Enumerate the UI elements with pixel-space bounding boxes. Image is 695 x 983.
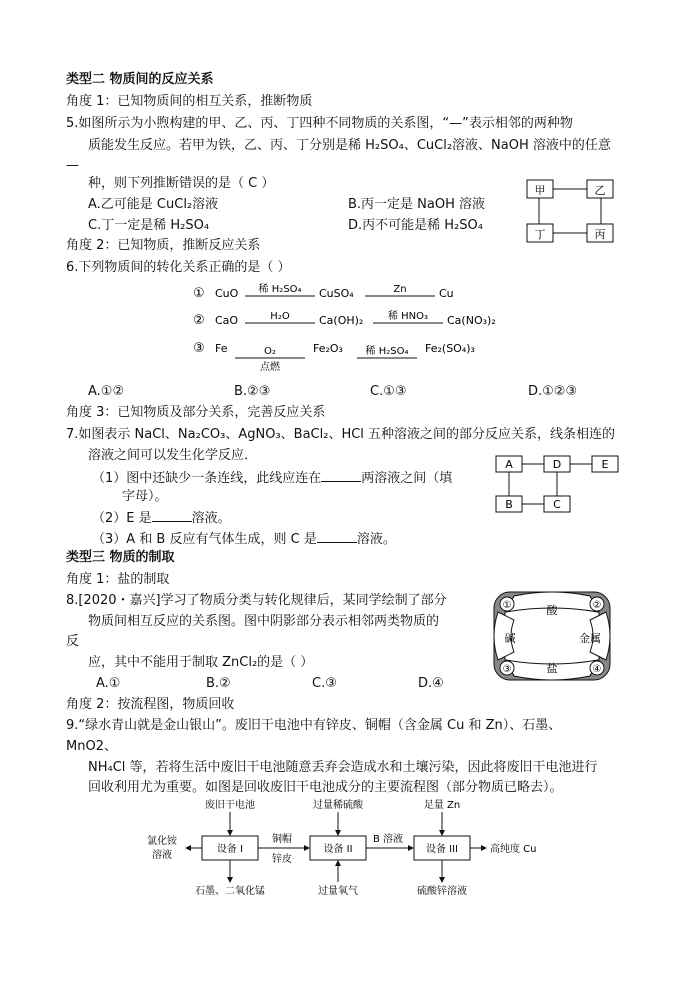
q6-option-b: B.②③ [234,384,271,399]
q7-part3-blank [317,530,357,543]
q7-part2 [92,509,231,527]
reaction2-product: Ca(NO₃)₂ [447,314,496,327]
reaction1-intermediate: CuSO₄ [319,287,354,300]
node-e: E [601,458,609,471]
q8-line2b: 反 [66,634,80,649]
q7-line2: 溶液之间可以发生化学反应． [88,448,258,463]
reaction1-reactant: CuO [215,287,239,300]
reaction1-product: Cu [439,287,454,300]
q8-line2: 物质间相互反应的关系图。图中阴影部分表示相邻两类物质的 [88,614,440,629]
q8-classification-diagram [492,590,612,682]
output-ammonium-chloride-1: 氯化铵 [147,836,177,847]
label-acid: 酸 [546,604,558,617]
device-2: 设备 II [323,844,353,855]
reaction2-condition2: 稀 HNO₃ [387,311,429,322]
q7-part1 [92,469,452,487]
q6-stem: 6.下列物质间的转化关系正确的是（ ） [66,260,291,275]
q8-line1: 8.[2020・嘉兴]学习了物质分类与转化规律后，某同学绘制了部分 [66,593,447,608]
label-metal: 金属 [579,632,601,645]
q6-option-c: C.①③ [370,384,407,399]
q5-option-a: A.乙可能是 CuCl₂溶液 [88,197,219,212]
q7-part2-blank [152,509,192,522]
reaction2-reactant: CaO [215,314,239,327]
q5-line2b: — [66,158,79,173]
node-b: B [505,498,513,511]
reaction3-condition1b: 点燃 [260,362,280,373]
reaction3-condition2: 稀 H₂SO₄ [365,346,409,357]
reaction1-condition1: 稀 H₂SO₄ [258,284,302,295]
reaction3-product: Fe₂(SO₄)₃ [425,342,475,355]
mid-b-solution: B 溶液 [372,834,404,845]
label-n1: ① [502,600,512,611]
angle2-heading: 角度 2：已知物质，推断反应关系 [66,238,261,253]
node-a: A [505,458,513,471]
q5-relation-diagram [525,176,615,246]
q8-option-d: D.④ [418,676,444,691]
device-3: 设备 III [425,844,459,855]
node-c: C [553,498,561,511]
node-bing: 丙 [594,228,606,241]
reaction3-number: ③ [193,341,205,356]
section-heading-type3: 类型三 物质的制取 [66,550,175,565]
node-ding: 丁 [534,228,546,241]
node-jia: 甲 [534,184,546,197]
mid-copper-cap: 铜帽 [272,834,292,845]
q9-line1: 9.“绿水青山就是金山银山”。废旧干电池中有锌皮、铜帽（含金属 Cu 和 Zn）、石墨、 [66,718,562,733]
input-sulfuric-acid: 过量稀硫酸 [313,800,363,811]
angle1-heading: 角度 1：已知物质间的相互关系，推断物质 [66,94,313,109]
input-zinc: 足量 Zn [423,800,461,811]
reaction3-intermediate: Fe₂O₃ [313,342,343,355]
q6-reaction-chains [185,280,515,375]
q7-part2-text-a: （2）E 是 [92,511,152,526]
input-oxygen: 过量氧气 [318,886,358,897]
q8-line3: 应，其中不能用于制取 ZnCl₂的是（ ） [88,655,314,670]
q9-line3: 回收利用尤为重要。如图是回收废旧干电池成分的主要流程图（部分物质已略去）。 [88,780,563,795]
q9-flow-chart [140,796,560,900]
reaction1-number: ① [193,286,205,301]
q7-relation-diagram [494,452,619,518]
reaction3-reactant: Fe [215,342,228,355]
q7-part3-text-a: （3）A 和 B 反应有气体生成，则 C 是 [92,532,317,547]
section-heading-type2: 类型二 物质间的反应关系 [66,72,214,87]
q8-option-a: A.① [96,676,121,691]
angle3-heading: 角度 3：已知物质及部分关系，完善反应关系 [66,405,326,420]
q5-line1: 5.如图所示为小煦构建的甲、乙、丙、丁四种不同物质的关系图，“—”表示相邻的两种物 [66,116,573,131]
q7-part1-blank [321,469,361,482]
q8-option-b: B.② [206,676,231,691]
q7-part3 [92,530,396,548]
q5-option-b: B.丙一定是 NaOH 溶液 [348,197,486,212]
label-n2: ② [592,600,602,611]
q8-option-c: C.③ [312,676,337,691]
label-base: 碱 [504,632,516,645]
q9-line2: NH₄Cl 等，若将生活中废旧干电池随意丢弃会造成水和土壤污染，因此将废旧干电池进行 [88,760,598,775]
q5-option-c: C.丁一定是稀 H₂SO₄ [88,218,210,233]
q7-part3-text-b: 溶液。 [356,532,396,547]
reaction1-condition2: Zn [393,284,407,295]
node-d: D [552,458,562,471]
q5-line2: 质能发生反应。若甲为铁，乙、丙、丁分别是稀 H₂SO₄、CuCl₂溶液、NaOH 溶液中的任意 [88,138,611,153]
node-yi: 乙 [594,184,606,197]
output-pure-copper: 高纯度 Cu [490,844,537,855]
output-ammonium-chloride-2: 溶液 [152,850,172,861]
label-n3: ③ [502,664,512,675]
angle2-flow-heading: 角度 2：按流程图，物质回收 [66,697,235,712]
reaction2-condition1: H₂O [270,311,290,322]
q7-part2-text-b: 溶液。 [191,511,231,526]
label-salt: 盐 [546,662,558,675]
reaction2-intermediate: Ca(OH)₂ [319,314,364,327]
q9-line1b: MnO2、 [66,739,117,754]
output-zinc-sulfate: 硫酸锌溶液 [417,886,467,897]
reaction3-condition1: O₂ [264,346,276,357]
q5-option-d: D.丙不可能是稀 H₂SO₄ [348,218,483,233]
q6-option-d: D.①②③ [528,384,578,399]
output-graphite-mno2: 石墨、二氧化锰 [195,886,265,897]
input-waste-battery: 废旧干电池 [205,800,255,811]
q7-part1-text-b: 两溶液之间（填 [361,471,453,486]
q7-part1-cont: 字母）。 [122,489,168,504]
mid-zinc-skin: 锌皮 [272,854,292,865]
q5-line3: 种，则下列推断错误的是（ C ） [88,176,275,191]
q7-line1: 7.如图表示 NaCl、Na₂CO₃、AgNO₃、BaCl₂、HCl 五种溶液之间的部分反应关系，线条相连的 [66,427,616,442]
q7-part1-text-a: （1）图中还缺少一条连线，此线应连在 [92,471,322,486]
reaction2-number: ② [193,313,205,328]
device-1: 设备 I [216,844,244,855]
label-n4: ④ [592,664,602,675]
q6-option-a: A.①② [88,384,125,399]
angle1-salt-heading: 角度 1：盐的制取 [66,572,170,587]
